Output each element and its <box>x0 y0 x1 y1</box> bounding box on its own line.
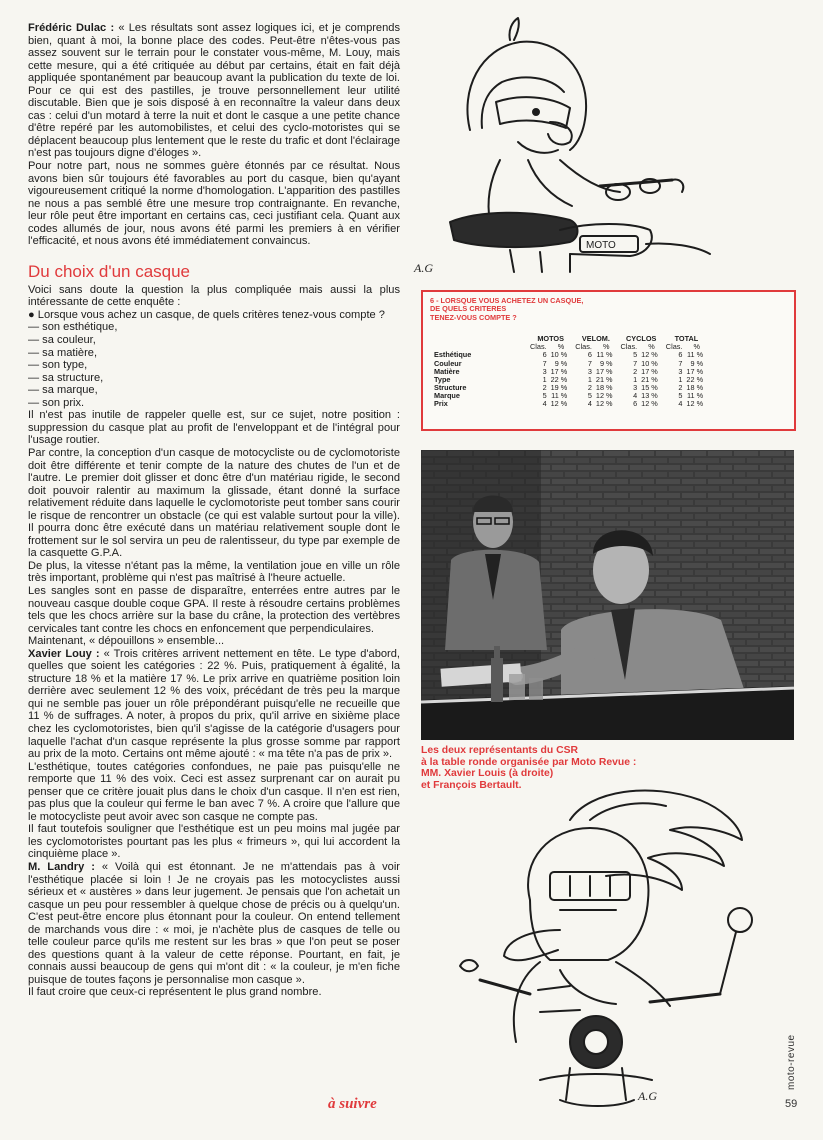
sub-header: % <box>602 342 610 352</box>
row-label: Marque <box>434 390 460 400</box>
criteria-item: — son esthétique, <box>28 321 118 334</box>
rank-cell: 2 <box>542 382 547 392</box>
percent-cell: 12 % <box>595 398 613 408</box>
percent-cell: 10 % <box>550 350 568 360</box>
signature-bottom: A.G <box>638 1089 657 1103</box>
speaker-name: M. Landry : <box>28 861 95 873</box>
rank-cell: 7 <box>587 358 592 368</box>
row-label: Esthétique <box>434 350 472 360</box>
table-title-line: DE QUELS CRITERES <box>430 304 507 314</box>
table-row <box>432 368 709 376</box>
sub-header: % <box>693 342 700 352</box>
rank-cell: 5 <box>587 390 592 400</box>
article-column <box>28 22 400 999</box>
table-row <box>432 360 709 368</box>
percent-cell: 18 % <box>595 382 613 392</box>
rank-cell: 4 <box>542 398 547 408</box>
table-body <box>432 351 709 408</box>
table-row <box>432 376 709 384</box>
caption-line: et François Bertault. <box>421 779 522 791</box>
section-paragraph <box>28 648 400 761</box>
cartoon-helmet-rider <box>410 10 790 280</box>
rank-cell: 3 <box>542 366 547 376</box>
rank-cell: 5 <box>542 390 547 400</box>
signature-top: A.G <box>414 261 433 275</box>
speaker-name: Frédéric Dulac : <box>28 22 115 34</box>
rank-cell: 1 <box>542 374 547 384</box>
intro-paragraph-1 <box>28 22 400 160</box>
section-paragraph: Maintenant, « dépouillons » ensemble... <box>28 635 225 648</box>
rank-cell: 4 <box>678 398 683 408</box>
rank-cell: 1 <box>678 374 683 384</box>
percent-cell: 17 % <box>686 366 704 376</box>
rank-cell: 2 <box>678 382 683 392</box>
table-row <box>432 351 709 359</box>
intro-paragraph-2: Pour notre part, nous ne sommes guère étonnés par ce résultat. Nous avons bien sûr toujours été favorables au port du casque, bien qu'ayant vigoureusement critiqué la norme d'homologation. L'apparition des pastilles ne nous a pas semblé être une mesure trop contraignante. En revanche, leur rôle peut être important en certains cas, ceci justifiant cela. Quant aux codes allumés de jour, nous avons été parmi les premiers à en vérifier l'efficacité, et nous avons été immédiatement convaincus. <box>28 160 400 248</box>
sub-header: Clas. <box>665 342 683 352</box>
sub-header: Clas. <box>530 342 547 352</box>
speaker-name: Xavier Louy : <box>28 647 100 660</box>
rank-cell: 7 <box>678 358 683 368</box>
percent-cell: 12 % <box>641 350 658 360</box>
rank-cell: 1 <box>587 374 592 384</box>
percent-cell: 12 % <box>550 398 568 408</box>
rank-cell: 4 <box>587 398 592 408</box>
caption-line: MM. Xavier Louis (à droite) <box>421 768 554 780</box>
rank-cell: 1 <box>633 374 638 384</box>
rank-cell: 6 <box>587 350 592 360</box>
percent-cell: 12 % <box>595 390 613 400</box>
rank-cell: 5 <box>678 390 683 400</box>
speaker-quote: « Trois critères arrivent nettement en tête. Le type d'abord, quelles que soient les catégories : 22 %. Puis, pratiquement à égalité, la structure 18 % et la matière 17 %. Le prix arrive en quatrième position loin derrière avec seulement 12 % des voix, précédant de très peu la marque qui ne semble pas jouer un rôle prépondérant puisqu'elle ne recueille que 11 % de suffrages. A noter, à propos du prix, qu'il arrive en sixième place chez les cyclomotoristes, bien qu'il s'agisse de la catégorie d'usagers pour laquelle l'achat d'un casque représente la plus grosse somme par rapport au prix de la moto. Certains ont même ajouté : « ma tête n'a pas de prix ». <box>28 647 400 761</box>
cartoon-knight-rider <box>420 780 780 1110</box>
rank-cell: 6 <box>678 350 683 360</box>
criteria-item: — sa structure, <box>28 371 104 384</box>
rank-cell: 3 <box>587 366 592 376</box>
sub-header: % <box>557 342 565 352</box>
group-header: TOTAL <box>674 334 699 344</box>
row-label: Structure <box>434 382 467 392</box>
percent-cell: 11 % <box>596 350 613 360</box>
row-label: Type <box>434 374 451 384</box>
sub-header: % <box>648 342 655 352</box>
section-paragraph: Il n'est pas inutile de rappeler quelle est, sur ce sujet, notre position : suppression du casque plat au profit de l'enveloppant et de l'intégral pour l'usage routier. <box>28 409 400 447</box>
section-paragraph: Il faut croire que ceux-ci représentent le plus grand nombre. <box>28 986 322 999</box>
rank-cell: 3 <box>678 366 683 376</box>
percent-cell: 22 % <box>686 374 704 384</box>
section-paragraph: De plus, la vitesse n'étant pas la même, la ventilation joue en ville un rôle très important, problème qui n'est pas maîtrisé à l'heure actuelle. <box>28 559 400 585</box>
percent-cell: 9 % <box>690 358 704 368</box>
percent-cell: 21 % <box>641 374 658 384</box>
survey-table <box>432 335 709 408</box>
rank-cell: 6 <box>542 350 547 360</box>
percent-cell: 17 % <box>550 366 568 376</box>
table-sub-header <box>432 343 709 351</box>
percent-cell: 11 % <box>686 390 704 400</box>
row-label: Matière <box>434 366 460 376</box>
section-paragraph: Par contre, la conception d'un casque de motocycliste ou de cyclomotoriste doit être différente et tenir compte de la nature des chutes de l'un et de l'autre. Le premier doit glisser et donc être d'un matériau rigide, le second doit pouvoir ralentir au maximum la glissade, étant donné la surface relativement réduite dans laquelle le cyclomotoriste peut tomber sans courir le risque de rencontrer un obstacle (ce qui est valable surtout pour la ville). Il pourra donc être exécuté dans un matériau relativement souple dont le frottement sur le sol servira un peu de ralentisseur, du type par exemple de la casquette G.P.A. <box>28 446 400 560</box>
table-title-line: TENEZ-VOUS COMPTE ? <box>430 312 517 322</box>
group-header: VELOM. <box>581 334 610 344</box>
rank-cell: 7 <box>542 358 547 368</box>
section-paragraph: Voici sans doute la question la plus compliquée mais aussi la plus intéressante de cette enquête : <box>28 283 400 309</box>
section-paragraph <box>28 861 400 986</box>
criteria-item: — sa couleur, <box>28 334 96 347</box>
photo-round-table <box>421 450 794 740</box>
percent-cell: 9 % <box>554 358 568 368</box>
sub-header: Clas. <box>575 342 592 352</box>
percent-cell: 22 % <box>550 374 568 384</box>
speaker-quote: « Voilà qui est étonnant. Je ne m'attendais pas à voir l'esthétique placée si loin ! Je ne croyais pas les motocyclistes aussi sérieux et « austères » dans leur jugement. Je pensais que l'on achetait un casque un peu pour ressembler à quelque chose de précis ou à quelqu'un. C'est peut-être encore plus étonnant pour la couleur. On entend tellement de marchands vous dire : « moi, je n'achète plus de casques de telle ou telle couleur parce qu'ils me restent sur les bras » que l'on peut se poser des questions quant à la valeur de cette réponse. Pourtant, en fait, je connais aussi beaucoup de gens qui m'ont dit : « la couleur, je m'en fiche puisque de toutes façons je personnalise mon casque ». <box>28 861 400 986</box>
percent-cell: 17 % <box>641 366 658 376</box>
row-label: Prix <box>434 398 448 408</box>
percent-cell: 18 % <box>686 382 704 392</box>
table-row <box>432 400 709 408</box>
tank-label: MOTO <box>586 240 616 251</box>
table-title-line: 6 - LORSQUE VOUS ACHETEZ UN CASQUE, <box>430 296 584 305</box>
rank-cell: 7 <box>633 358 638 368</box>
rank-cell: 4 <box>633 390 638 400</box>
magazine-name: moto-revue <box>786 1034 797 1090</box>
rank-cell: 3 <box>633 382 638 392</box>
sub-header: Clas. <box>620 342 638 352</box>
criteria-item: — sa marque, <box>28 384 98 397</box>
percent-cell: 15 % <box>641 382 658 392</box>
percent-cell: 10 % <box>641 358 658 368</box>
caption-line: à la table ronde organisée par Moto Revue : <box>421 756 637 768</box>
rank-cell: 6 <box>633 398 638 408</box>
to-be-continued: à suivre <box>328 1096 377 1112</box>
percent-cell: 11 % <box>686 350 704 360</box>
survey-table-box <box>421 290 796 431</box>
page-number: 59 <box>785 1098 798 1110</box>
percent-cell: 17 % <box>595 366 613 376</box>
section-paragraph: L'esthétique, toutes catégories confondues, ne paie pas puisqu'elle ne remporte que 11 % des voix. Ceci est assez surprenant car on aurait pu penser que ce critère jouait plus dans le choix d'un casque. Il n'en est rien, pas plus que la couleur qui ferme le ban avec 7 %. A croire que l'allure que le motocycliste peut avoir avec son casque ne compte pas. <box>28 760 400 823</box>
table-row <box>432 384 709 392</box>
section-paragraph: Il faut toutefois souligner que l'esthétique est un peu moins mal jugée par les cyclomotoristes pourtant pas les plus « frimeurs », qui lui accordent la cinquième place ». <box>28 823 400 861</box>
percent-cell: 21 % <box>595 374 613 384</box>
speaker-quote: « Les résultats sont assez logiques ici, et je comprends bien, quant à moi, la bonne place des codes. Peut-être n'êtes-vous pas assez souvent sur le terrain pour le constater vous-même, M. Louy, mais cette mesure, qui a été critiquée au début par certains, était en fait déjà appliquée spontanément par beaucoup avant la publication du texte de loi. Pour ce qui est des pastilles, je trouve personnellement leur utilité discutable. Bien que je sois disposé à en reconnaître la valeur dans deux cas : celui d'un motard à terre la nuit et dont le casque a une petite chance d'être repéré par les automobilistes, et celui des cyclo-motoristes qui se déplacent beaucoup plus lentement que le reste du trafic et dont l'éclairage n'est pas toujours digne d'éloges ». <box>28 22 400 160</box>
group-header: MOTOS <box>537 334 564 344</box>
rank-cell: 2 <box>587 382 592 392</box>
section-paragraph: Les sangles sont en passe de disparaître, enterrées entre autres par le nouveau casque double coque GPA. Il reste à résoudre certains problèmes tels que les chocs arrière sur la base du crâne, la protection des vertèbres cervicales tant contre les chocs en enfoncement que perpendiculaires. <box>28 584 400 635</box>
table-row <box>432 392 709 400</box>
percent-cell: 11 % <box>551 390 568 400</box>
percent-cell: 12 % <box>686 398 704 408</box>
row-label: Couleur <box>434 358 462 368</box>
survey-question: ● Lorsque vous achez un casque, de quels critères tenez-vous compte ? <box>28 308 385 321</box>
percent-cell: 9 % <box>599 358 613 368</box>
criteria-item: — son prix. <box>28 396 85 409</box>
criteria-item: — sa matière, <box>28 346 98 359</box>
percent-cell: 13 % <box>641 390 658 400</box>
percent-cell: 19 % <box>550 382 568 392</box>
section-title: Du choix d'un casque <box>28 261 191 281</box>
rank-cell: 5 <box>633 350 638 360</box>
rank-cell: 2 <box>633 366 638 376</box>
group-header: CYCLOS <box>625 334 657 344</box>
caption-line: Les deux représentants du CSR <box>421 745 579 756</box>
percent-cell: 12 % <box>641 398 658 408</box>
criteria-item: — son type, <box>28 359 88 372</box>
